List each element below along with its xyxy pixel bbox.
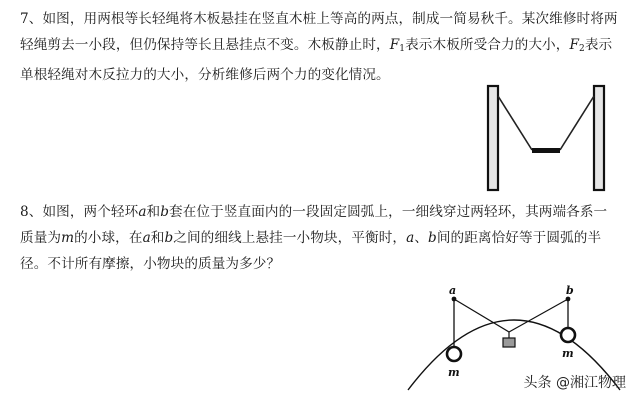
q8-text-part: 套在位于竖直面内的一段固定圆弧上，一细线穿过两轻环，其两端各系一质量为 [20, 204, 608, 246]
left-ball [447, 347, 461, 361]
question-8-text [20, 199, 620, 277]
symbol-f1: F [389, 37, 400, 53]
label-m-left: m [448, 366, 460, 379]
right-rope [560, 96, 594, 150]
left-rope [498, 96, 532, 150]
q8-text-part: 和 [146, 204, 161, 220]
watermark: 头条 @湘江物理 [523, 375, 626, 391]
small-block [503, 338, 515, 347]
symbol-a: a [138, 204, 147, 220]
q7-text-part: 7、如图，用两根等长轻绳将木板悬挂在竖直木桩上等高的两点，制成一简易秋千。某次维修时将两轻绳剪去一小段，但仍保持等长且悬挂点不变。木板静止时， [20, 11, 618, 53]
q7-text-part: 表示单根轻绳对木反拉力的大小，分析维修后两个力的变化情况。 [20, 37, 613, 83]
q8-text-part: 、 [414, 230, 429, 246]
symbol-a: a [142, 230, 151, 246]
symbol-f1-subscript: 1 [399, 44, 406, 54]
symbol-b: b [164, 230, 174, 246]
right-ball [561, 328, 575, 342]
symbol-f2: F [569, 37, 579, 53]
label-a: a [449, 284, 457, 297]
symbol-f2-subscript: 2 [578, 44, 585, 54]
symbol-b: b [160, 204, 170, 220]
q8-text-part: 8、如图，两个轻环 [20, 204, 139, 220]
wooden-board [532, 148, 560, 153]
label-m-right: m [562, 347, 574, 360]
q8-text-part: 间的距离恰好等于圆弧的半径。不计所有摩擦，小物块的质量为多少？ [20, 230, 602, 272]
thread-b-to-block [509, 299, 568, 332]
symbol-a: a [406, 230, 415, 246]
q8-text-part: 之间的细线上悬挂一小物块，平衡时， [173, 230, 407, 246]
left-post [488, 86, 498, 190]
q8-text-part: 的小球，在 [74, 230, 143, 246]
right-post [594, 86, 604, 190]
swing-diagram [478, 84, 608, 194]
q7-text-part: 表示木板所受合力的大小， [405, 37, 570, 53]
q8-text-part: 和 [150, 230, 165, 246]
symbol-m: m [61, 230, 75, 246]
symbol-b: b [428, 230, 437, 246]
label-b: b [566, 284, 574, 297]
question-7-text [20, 6, 620, 88]
